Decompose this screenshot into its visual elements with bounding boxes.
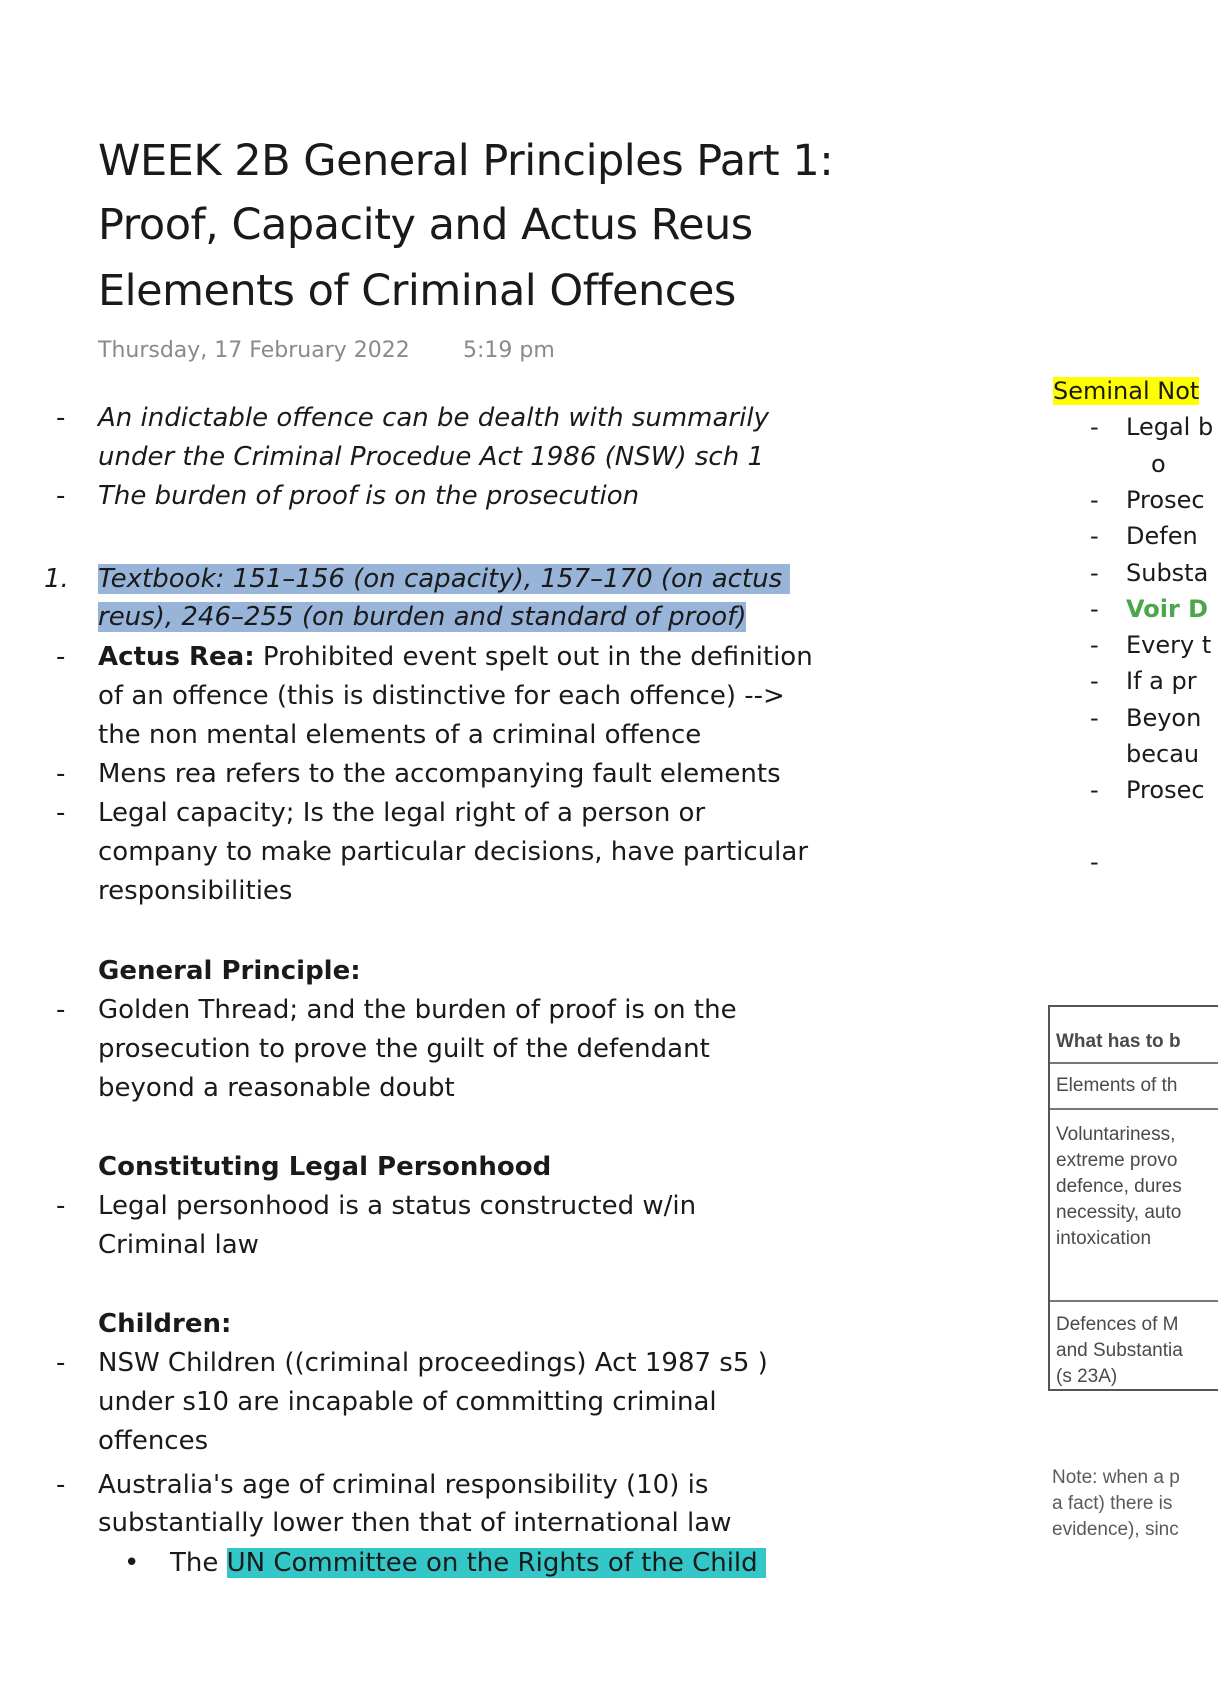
note-time: 5:19 pm (463, 338, 555, 363)
table-cell: intoxication (1056, 1228, 1152, 1249)
title-line-3: Elements of Criminal Offences (98, 266, 736, 316)
children-b1-line-3: offences (98, 1426, 209, 1456)
children-b1-line-1: NSW Children ((criminal proceedings) Act 1987 s5 ) (98, 1348, 768, 1378)
textbook-line-1 (98, 560, 790, 599)
bullet-dash: - (56, 1470, 66, 1500)
scan-note-line-2: a fact) there is (1052, 1493, 1173, 1514)
actus-text: Prohibited event spelt out in the definition (254, 642, 813, 672)
table-row (1050, 1062, 1218, 1110)
actus-line-1 (98, 638, 813, 677)
bullet-dash: - (56, 995, 66, 1025)
highlight: reus), 246–255 (on burden and standard of proof) (98, 602, 747, 632)
bullet-dash: - (56, 642, 66, 672)
children-b2-line-1: Australia's age of criminal responsibility (10) is (98, 1470, 709, 1500)
golden-thread-line-1: Golden Thread; and the burden of proof is on the (98, 995, 737, 1025)
bullet-dash: - (1090, 704, 1099, 732)
intro-bullet-2: The burden of proof is on the prosecution (98, 481, 640, 511)
bullet-dash: - (56, 403, 66, 433)
scan-note-line-1: Note: when a p (1052, 1467, 1180, 1488)
table-cell: Voluntariness, (1056, 1124, 1176, 1145)
bullet-dash: - (1090, 595, 1099, 623)
bullet-dash: - (1090, 559, 1099, 587)
intro-bullet-1-line-2: under the Criminal Procedue Act 1986 (NSW) sch 1 (98, 442, 764, 472)
mens-rea: Mens rea refers to the accompanying fault elements (98, 759, 781, 789)
right-item-7: Beyon (1126, 704, 1202, 732)
intro-bullet-1-line-1: An indictable offence can be dealth with summarily (98, 403, 769, 433)
highlight-pad (782, 564, 790, 594)
highlight-pad (758, 1548, 766, 1578)
personhood-line-1: Legal personhood is a status constructed w/in (98, 1191, 697, 1221)
children-b1-line-2: under s10 are incapable of committing criminal (98, 1387, 717, 1417)
personhood-line-2: Criminal law (98, 1230, 259, 1260)
golden-thread-line-3: beyond a reasonable doubt (98, 1073, 455, 1103)
numbered-marker: 1. (44, 564, 69, 594)
table-header-cell: What has to b (1056, 1031, 1181, 1052)
bullet-dash: - (1090, 631, 1099, 659)
bullet-dash: - (56, 1348, 66, 1378)
golden-thread-line-2: prosecution to prove the guilt of the defendant (98, 1034, 710, 1064)
table-cell: Elements of th (1056, 1075, 1178, 1096)
seminal-notes-heading (1053, 373, 1199, 409)
right-item-5: Every t (1126, 631, 1212, 659)
bullet-dash: - (56, 798, 66, 828)
right-item-6: If a pr (1126, 667, 1197, 695)
children-heading: Children: (98, 1309, 232, 1339)
table-header-row (1050, 1007, 1218, 1064)
capacity-line-2: company to make particular decisions, have particular (98, 837, 809, 867)
capacity-line-3: responsibilities (98, 876, 293, 906)
table-cell: (s 23A) (1056, 1366, 1118, 1387)
table-cell: necessity, auto (1056, 1202, 1182, 1223)
right-item-8: Prosec (1126, 776, 1205, 804)
textbook-line-2 (98, 598, 746, 637)
capacity-line-1: Legal capacity; Is the legal right of a person or (98, 798, 706, 828)
table-row (1050, 1300, 1218, 1389)
actus-line-3: the non mental elements of a criminal offence (98, 720, 702, 750)
general-principle-heading: General Principle: (98, 956, 361, 986)
bullet-dash: - (1090, 776, 1099, 804)
actus-label: Actus Rea: (98, 642, 255, 672)
bullet-dash: - (56, 481, 66, 511)
right-item-2: Prosec (1126, 486, 1205, 514)
table-cell: and Substantia (1056, 1340, 1183, 1361)
right-item-3: Defen (1126, 522, 1198, 550)
bullet-dash: - (1090, 486, 1099, 514)
actus-line-2: of an offence (this is distinctive for each offence) --> (98, 681, 785, 711)
scan-note-line-3: evidence), sinc (1052, 1519, 1179, 1540)
title-line-1: WEEK 2B General Principles Part 1: (98, 136, 834, 186)
bullet-dash: - (1090, 522, 1099, 550)
un-committee-highlight: UN Committee on the Rights of the Child (226, 1548, 758, 1578)
scanned-table (1048, 1005, 1218, 1391)
bullet-dash: - (56, 1191, 66, 1221)
table-cell: extreme provo (1056, 1150, 1178, 1171)
right-item-7-cont: becau (1126, 740, 1200, 768)
personhood-heading: Constituting Legal Personhood (98, 1152, 552, 1182)
note-date: Thursday, 17 February 2022 (98, 338, 410, 363)
right-item-1: Legal b (1126, 413, 1214, 441)
bullet-dash: - (1090, 667, 1099, 695)
yellow-highlight: Seminal Not (1053, 377, 1200, 405)
bullet-dash: - (1090, 413, 1099, 441)
sub-bullet-marker: • (124, 1548, 140, 1578)
sub-bullet-marker: o (1151, 450, 1166, 478)
table-cell: Defences of M (1056, 1314, 1179, 1335)
title-line-2: Proof, Capacity and Actus Reus (98, 200, 753, 250)
highlight: Textbook: 151–156 (on capacity), 157–170 (on actus (98, 564, 783, 594)
table-row (1050, 1108, 1218, 1302)
bullet-dash-empty: - (1090, 848, 1099, 876)
children-b2-line-2: substantially lower then that of international law (98, 1508, 732, 1538)
un-prefix: The (170, 1548, 227, 1578)
un-committee-line (170, 1544, 766, 1583)
voir-dire-item: Voir D (1126, 595, 1209, 623)
bullet-dash: - (56, 759, 66, 789)
right-item-4: Substa (1126, 559, 1209, 587)
table-cell: defence, dures (1056, 1176, 1182, 1197)
